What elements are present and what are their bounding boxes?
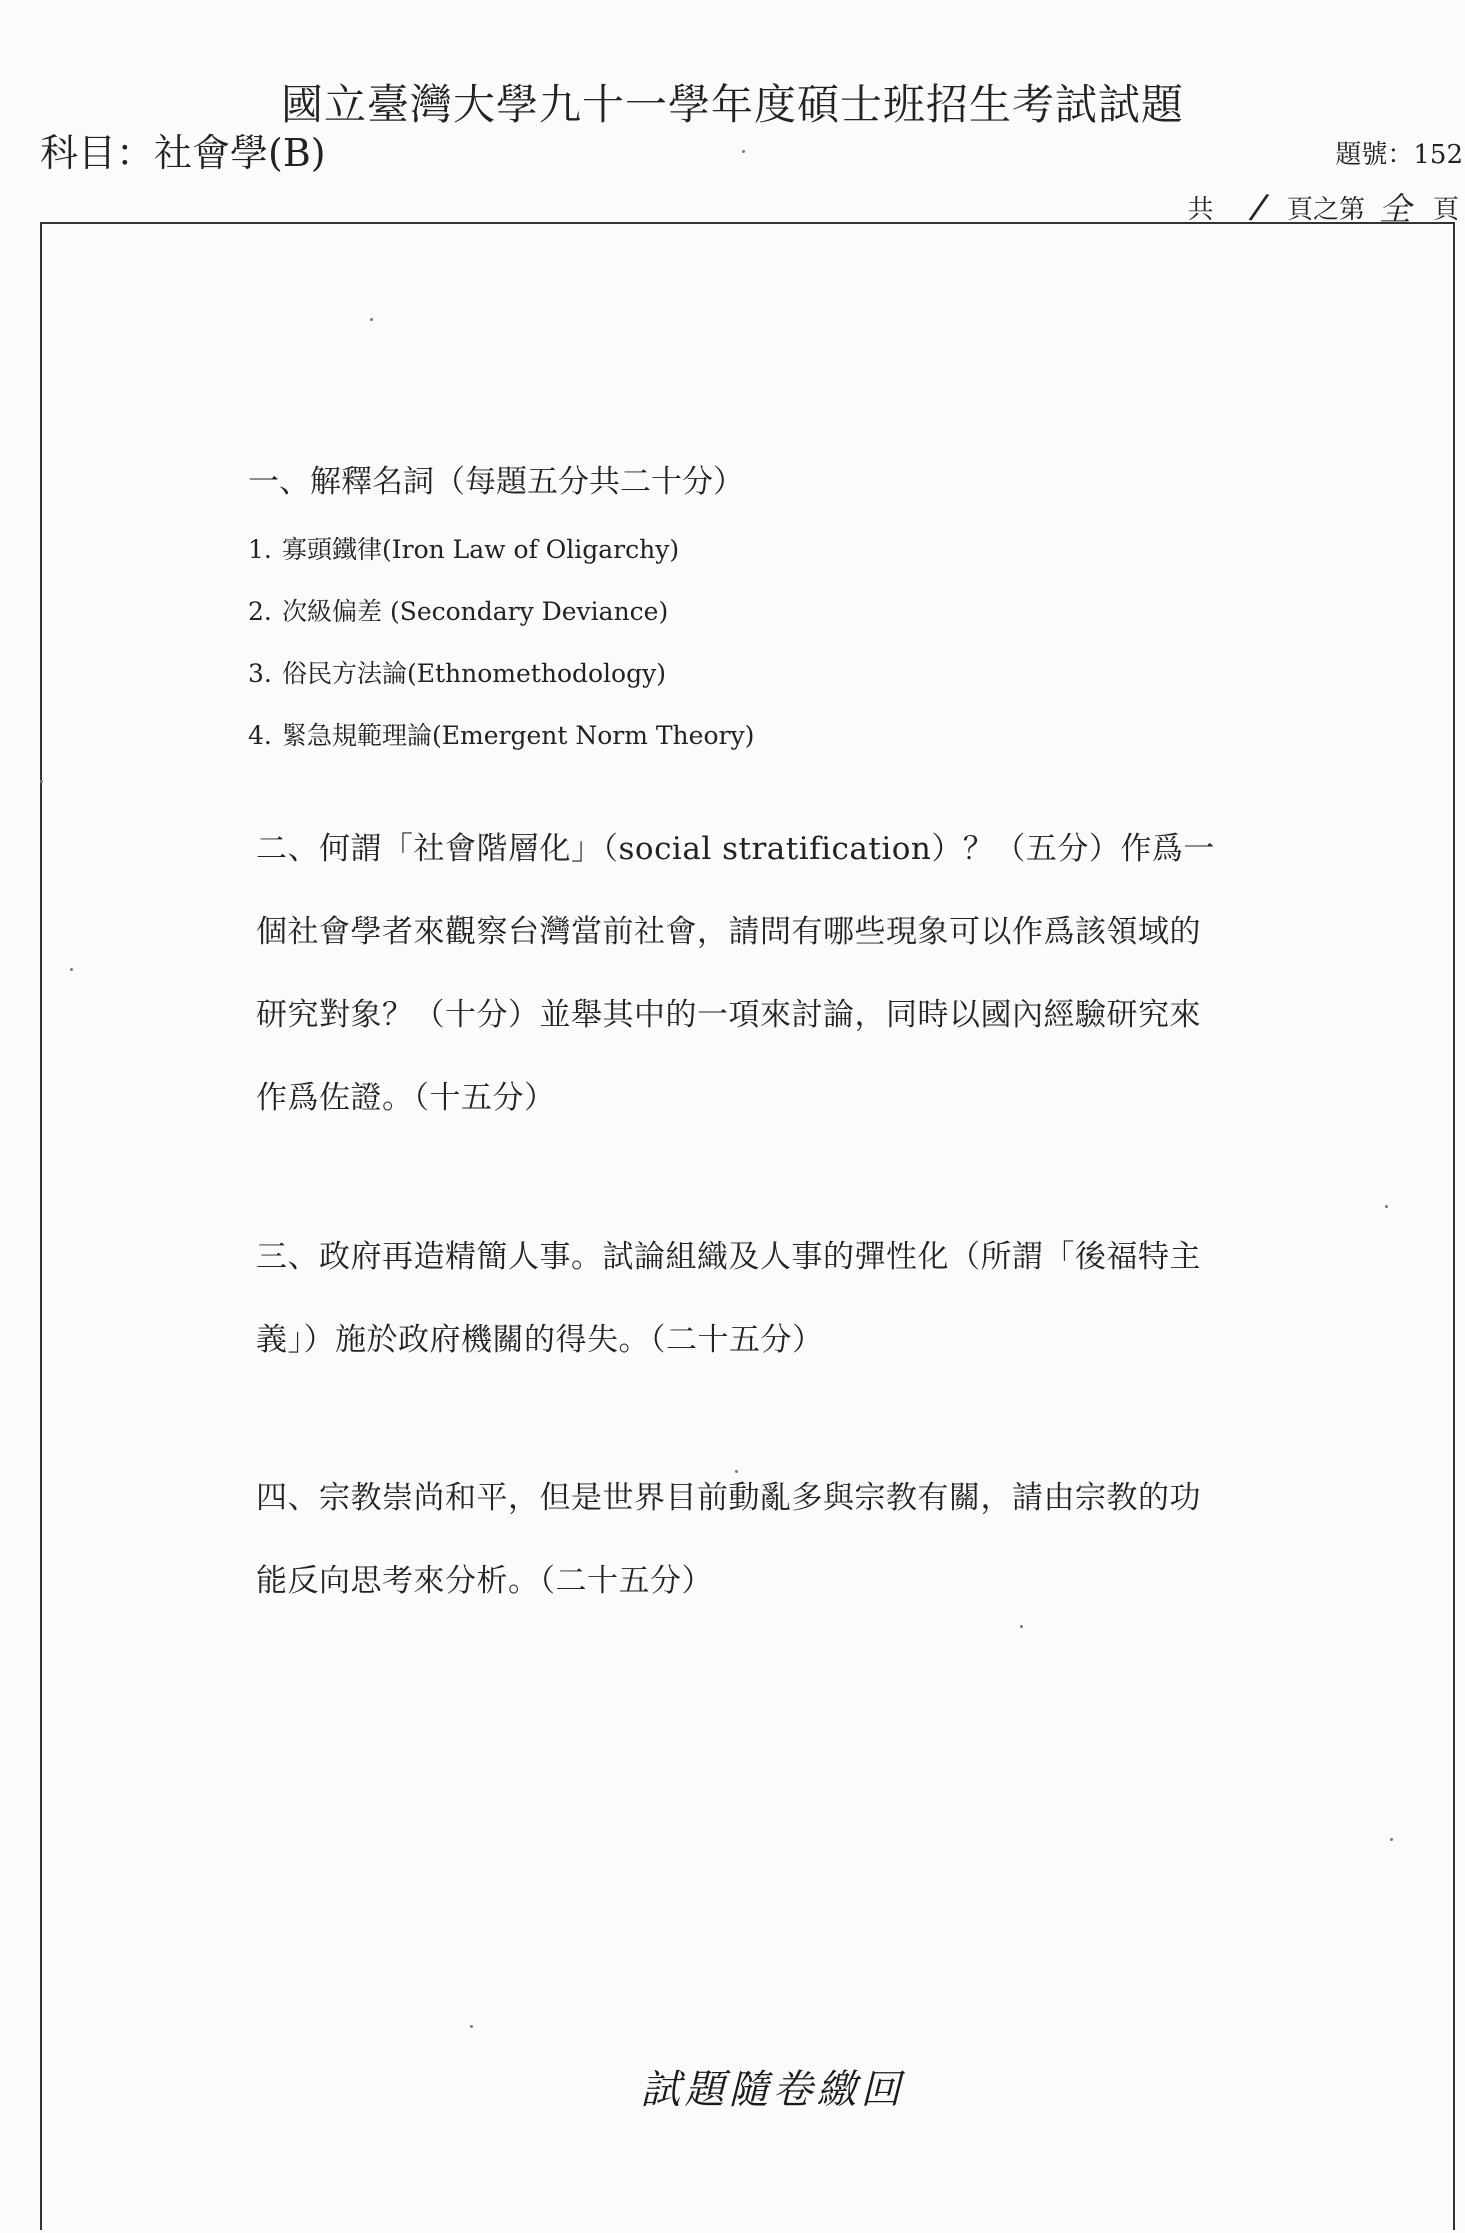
term-item	[248, 535, 754, 597]
question-3: 三、政府再造精簡人事。試論組織及人事的彈性化（所謂「後福特主義」）施於政府機關的得失。（二十五分）	[256, 1239, 1201, 1358]
question-4: 四、宗教崇尚和平，但是世界目前動亂多與宗教有關，請由宗教的功能反向思考來分析。（二十五分）	[256, 1480, 1201, 1599]
term-item	[248, 659, 754, 721]
exam-title: 國立臺灣大學九十一學年度碩士班招生考試試題	[280, 80, 1184, 129]
scan-speck	[1020, 1625, 1023, 1628]
pages-total-prefix: 共	[1187, 194, 1214, 225]
pages-suffix: 頁	[1432, 194, 1459, 225]
scan-speck	[470, 2025, 473, 2028]
scan-speck	[40, 780, 43, 783]
term-text: 次級偏差 (Secondary Deviance)	[282, 597, 669, 626]
term-number: 4.	[248, 721, 272, 750]
return-notice: 試題隨卷繳回	[640, 2067, 905, 2113]
scan-speck	[370, 318, 373, 321]
question-number: 題號：152	[1335, 140, 1463, 170]
term-item	[248, 597, 754, 659]
section-1-title: 一、解釋名詞（每題五分共二十分）	[248, 464, 744, 500]
term-number: 1.	[248, 535, 272, 564]
term-item	[248, 721, 754, 783]
pages-middle-text: 頁之第	[1286, 194, 1365, 225]
scan-speck	[735, 1470, 738, 1473]
term-number: 3.	[248, 659, 272, 688]
scan-speck	[1385, 1205, 1388, 1208]
term-text: 緊急規範理論(Emergent Norm Theory)	[282, 721, 755, 750]
scan-speck	[742, 150, 745, 153]
section-1	[248, 456, 754, 783]
scan-speck	[1390, 1838, 1393, 1841]
scan-speck	[70, 968, 73, 971]
pages-total-handwritten: /	[1250, 186, 1268, 228]
term-text: 俗民方法論(Ethnomethodology)	[282, 659, 666, 688]
question-2: 二、何謂「社會階層化」（social stratification）？（五分）作爲一個社會學者來觀察台灣當前社會，請問有哪些現象可以作爲該領域的研究對象？（十分）並舉其中的一項來討論，同時以國內經驗研究來作爲佐證。（十五分）	[256, 831, 1215, 1116]
term-text: 寡頭鐵律(Iron Law of Oligarchy)	[282, 535, 680, 564]
term-number: 2.	[248, 597, 272, 626]
subject-label: 科目：社會學(B)	[40, 131, 326, 175]
page-number-handwritten: 全	[1378, 190, 1411, 228]
